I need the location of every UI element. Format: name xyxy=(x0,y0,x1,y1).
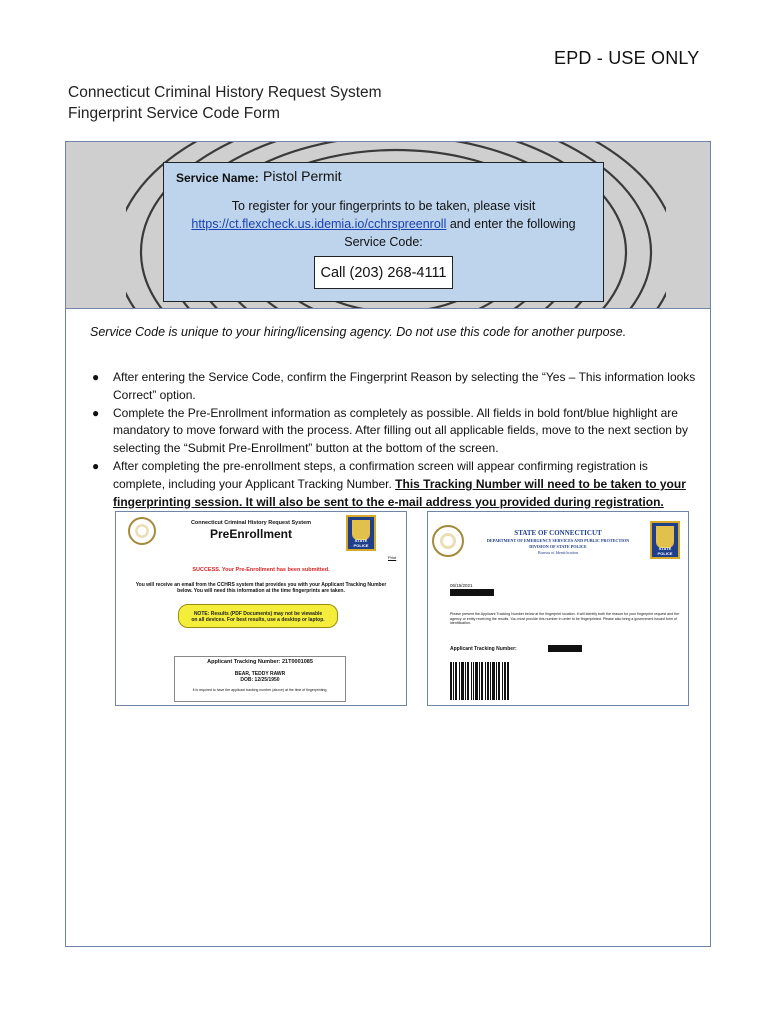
list-item xyxy=(92,458,702,511)
tracking-number-emphasis: This Tracking Number will need to be taken to your fingerprinting session. It will also be sent to the e-mail address you provided during registration. xyxy=(113,476,686,509)
shot1-system: Connecticut Criminal History Request System xyxy=(190,520,312,526)
register-instructions: To register for your fingerprints to be taken, please visit xyxy=(231,199,536,213)
shot2-instructions: Please present the Applicant Tracking Number below at the fingerprint location. It will identify both the reason for your fingerprint request and the agency or entity receiving the results. You must provide this number in order to be fingerprinted. Please also bring a government issued form of identification. xyxy=(450,612,680,626)
register-link[interactable]: https://ct.flexcheck.us.idemia.io/cchrspreenroll xyxy=(191,217,447,231)
shot1-print-link: Print xyxy=(388,555,397,560)
register-link-line xyxy=(163,217,604,231)
register-instructions-cont: and enter the following xyxy=(446,217,576,231)
shot1-applicant-name: BEAR, TEDDY RAWR xyxy=(234,671,286,677)
shot2-division: DIVISION OF STATE POLICE xyxy=(529,544,587,549)
state-police-badge-icon: STATE POLICE xyxy=(650,521,680,559)
list-item-text: After entering the Service Code, confirm the Fingerprint Reason by selecting the “Yes – This information looks Correct” option. xyxy=(113,370,696,402)
shot1-email-note: You will receive an email from the CCHRS system that provides you with your Applicant Tracking Number below. You will need this information at the time fingerprints are taken. xyxy=(135,582,387,594)
shot2-tracking-label: Applicant Tracking Number: xyxy=(450,646,517,652)
service-name-label: Service Name: xyxy=(176,171,259,185)
shot1-footer: It is required to have the applicant tracking number (above) at the time of fingerprinting. xyxy=(192,688,328,692)
shot2-bureau: Bureau of Identification xyxy=(537,550,579,555)
form-title-system: Connecticut Criminal History Request System xyxy=(68,84,382,101)
epd-use-only-tag: EPD - USE ONLY xyxy=(554,48,700,68)
bullet-icon: ● xyxy=(92,370,100,384)
redacted-tracking-number xyxy=(548,645,582,652)
service-code-label: Service Code: xyxy=(344,235,423,249)
list-item xyxy=(92,405,702,458)
state-police-badge-icon: STATE POLICE xyxy=(346,515,376,551)
shot1-mobile-note: NOTE: Results (PDF Documents) may not be viewable on all devices. For best results, use a desktop or laptop. xyxy=(178,604,338,628)
tracking-letter-screenshot xyxy=(427,511,689,706)
list-item-text: Complete the Pre-Enrollment information as completely as possible. All fields in bold font/blue highlight are mandatory to move forward with the process. After filling out all applicable fields, move to the next section by selecting the “Submit Pre-Enrollment” button at the bottom of the screen. xyxy=(113,405,688,456)
shot1-heading: PreEnrollment xyxy=(209,527,293,541)
bullet-icon: ● xyxy=(92,405,100,420)
shot2-state: STATE OF CONNECTICUT xyxy=(514,529,602,537)
list-item xyxy=(92,369,702,405)
ct-seal-icon xyxy=(128,517,156,545)
form-title-name: Fingerprint Service Code Form xyxy=(68,105,280,122)
service-code-notice: Service Code is unique to your hiring/licensing agency. Do not use this code for another purpose. xyxy=(90,325,627,339)
list-item-text: After completing the pre-enrollment steps, a confirmation screen will appear confirming registration is complete, including your Applicant Tracking Number. xyxy=(113,458,648,491)
shot2-dept: DEPARTMENT OF EMERGENCY SERVICES AND PUBLIC PROTECTION xyxy=(486,538,630,543)
bullet-icon: ● xyxy=(92,458,100,473)
redacted-name xyxy=(450,589,494,596)
shot1-success: SUCCESS. Your Pre-Enrollment has been submitted. xyxy=(192,567,330,573)
barcode-icon xyxy=(450,662,510,700)
shot1-tracking: Applicant Tracking Number: 21T0001085 xyxy=(207,659,313,665)
instruction-list xyxy=(92,369,702,511)
service-name-value: Pistol Permit xyxy=(263,168,342,184)
shot1-dob: DOB: 12/25/1950 xyxy=(240,677,280,683)
shot2-date: 06/15/2021 xyxy=(450,583,473,588)
service-code-value: Call (203) 268-4111 xyxy=(314,256,453,289)
preenrollment-screenshot xyxy=(115,511,407,706)
ct-seal-icon xyxy=(432,525,464,557)
